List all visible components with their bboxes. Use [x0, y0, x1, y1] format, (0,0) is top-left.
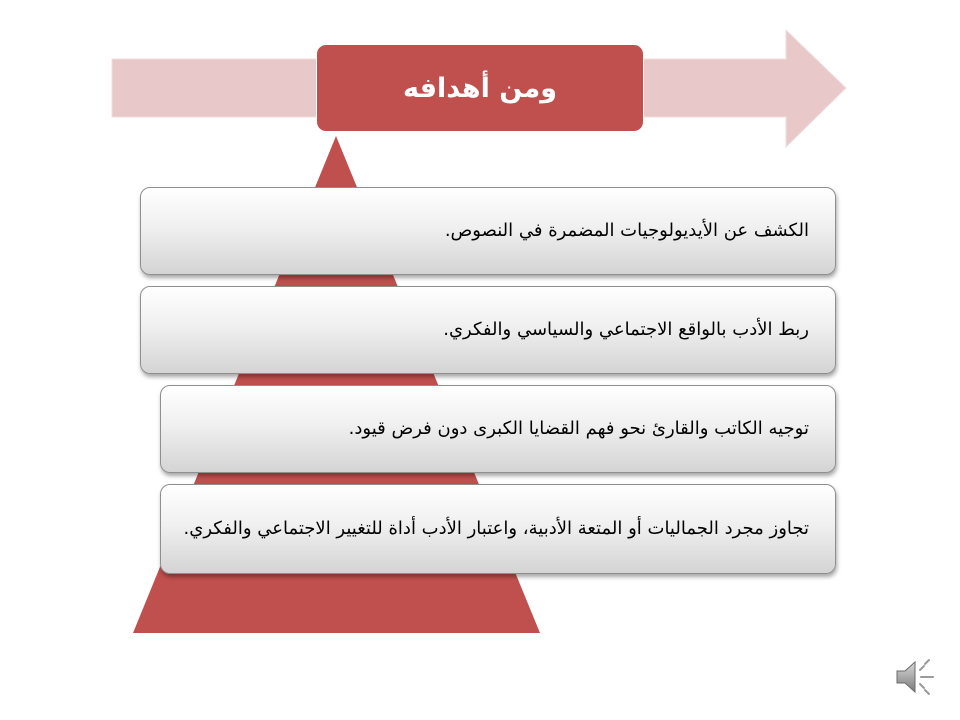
speaker-icon[interactable]	[893, 655, 937, 699]
goal-text: تجاوز مجرد الجماليات أو المتعة الأدبية، واعتبار الأدب أداة للتغيير الاجتماعي والفكري.	[183, 518, 809, 539]
goal-text: توجيه الكاتب والقارئ نحو فهم القضايا الكبرى دون فرض قيود.	[348, 418, 809, 439]
slide-title-box	[316, 44, 644, 132]
goal-text: ربط الأدب بالواقع الاجتماعي والسياسي والفكري.	[443, 319, 809, 340]
goal-item	[140, 187, 836, 275]
goal-item	[160, 484, 836, 574]
goal-item	[140, 286, 836, 374]
goal-text: الكشف عن الأيديولوجيات المضمرة في النصوص.	[444, 220, 809, 241]
slide-title: ومن أهدافه	[402, 72, 558, 104]
goal-item	[160, 385, 836, 473]
